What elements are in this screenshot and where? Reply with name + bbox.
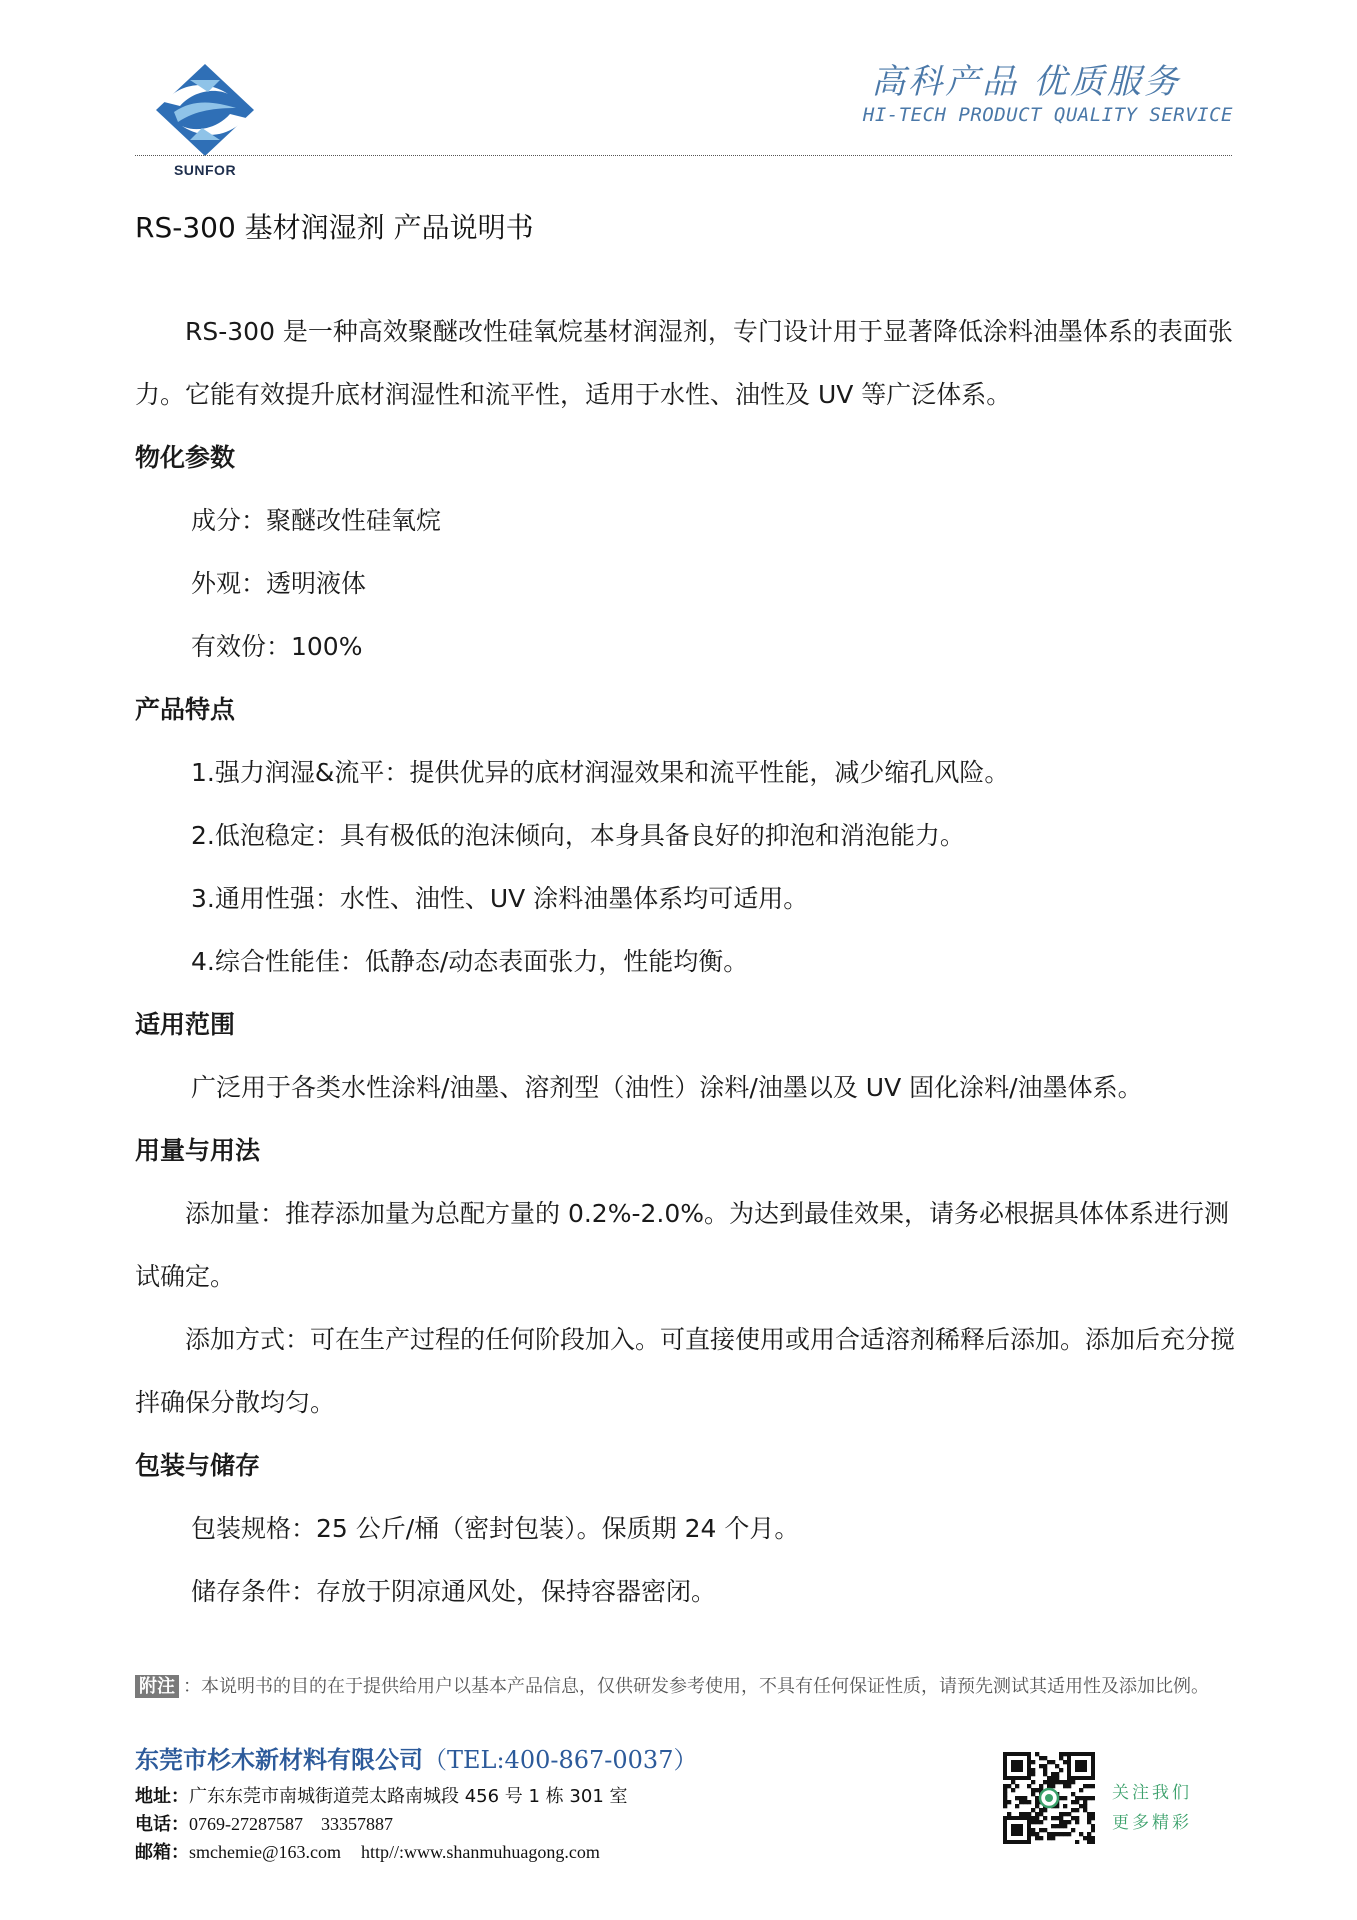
email-label: 邮箱：: [135, 1842, 189, 1863]
section-heading-storage: 包装与储存: [135, 1451, 261, 1480]
feature-item: 1.强力润湿&流平：提供优异的底材润湿效果和流平性能，减少缩孔风险。: [191, 758, 1010, 787]
disclaimer-note: [135, 1672, 1233, 1702]
param-item: 成分：聚醚改性硅氧烷: [191, 506, 442, 535]
note-label: 附注: [135, 1675, 179, 1698]
website-link[interactable]: http//:www.shanmuhuagong.com: [361, 1842, 600, 1862]
feature-item: 4.综合性能佳：低静态/动态表面张力，性能均衡。: [191, 947, 749, 976]
document-title: RS-300 基材润湿剂 产品说明书: [135, 211, 534, 244]
header-divider: [135, 155, 1232, 156]
document-body: [135, 300, 1235, 1623]
follow-text-line2: 更多精彩: [1112, 1813, 1192, 1833]
feature-item: 2.低泡稳定：具有极低的泡沫倾向，本身具备良好的抑泡和消泡能力。: [191, 821, 965, 850]
note-text: ：本说明书的目的在于提供给用户以基本产品信息，仅供研发参考使用，不具有任何保证性质，请预先测试其适用性及添加比例。: [183, 1676, 1209, 1697]
section-heading-features: 产品特点: [135, 695, 236, 724]
storage-item: 包装规格：25 公斤/桶（密封包装）。保质期 24 个月。: [191, 1514, 800, 1543]
param-item: 外观：透明液体: [191, 569, 367, 598]
scope-text: 广泛用于各类水性涂料/油墨、溶剂型（油性）涂料/油墨以及 UV 固化涂料/油墨体系。: [191, 1073, 1143, 1102]
address-label: 地址：: [135, 1786, 189, 1807]
company-tel: （TEL:400-867-0037）: [423, 1746, 698, 1774]
slogan-chinese: 高科产品 优质服务: [871, 62, 1181, 102]
usage-method: 添加方式：可在生产过程的任何阶段加入。可直接使用或用合适溶剂稀释后添加。添加后充分搅拌确保分散均匀。: [135, 1325, 1236, 1417]
phone-value: 0769-27287587 33357887: [189, 1814, 393, 1834]
company-name: 东莞市杉木新材料有限公司: [135, 1746, 423, 1774]
address-line: [135, 1782, 628, 1808]
usage-dosage: 添加量：推荐添加量为总配方量的 0.2%-2.0%。为达到最佳效果，请务必根据具体体系进行测试确定。: [135, 1199, 1229, 1291]
param-item: 有效份：100%: [191, 632, 363, 661]
section-heading-scope: 适用范围: [135, 1010, 236, 1039]
email-link[interactable]: smchemie@163.com: [189, 1842, 342, 1862]
email-line: [135, 1838, 600, 1864]
section-heading-usage: 用量与用法: [135, 1136, 261, 1165]
qr-code-icon: [1003, 1752, 1095, 1844]
sunfor-logo-icon: [150, 62, 260, 158]
company-line: [135, 1740, 697, 1775]
follow-text-line1: 关注我们: [1112, 1783, 1192, 1803]
slogan-english: HI-TECH PRODUCT QUALITY SERVICE: [862, 104, 1233, 126]
storage-item: 储存条件：存放于阴凉通风处，保持容器密闭。: [191, 1577, 717, 1606]
logo-text: SUNFOR: [173, 162, 237, 178]
intro-paragraph: RS-300 是一种高效聚醚改性硅氧烷基材润湿剂，专门设计用于显著降低涂料油墨体系的表面张力。它能有效提升底材润湿性和流平性，适用于水性、油性及 UV 等广泛体系。: [135, 317, 1233, 409]
phone-label: 电话：: [135, 1814, 189, 1835]
phone-line: [135, 1810, 393, 1836]
section-heading-params: 物化参数: [135, 443, 236, 472]
feature-item: 3.通用性强：水性、油性、UV 涂料油墨体系均可适用。: [191, 884, 809, 913]
address-value: 广东东莞市南城街道莞太路南城段 456 号 1 栋 301 室: [189, 1786, 628, 1807]
